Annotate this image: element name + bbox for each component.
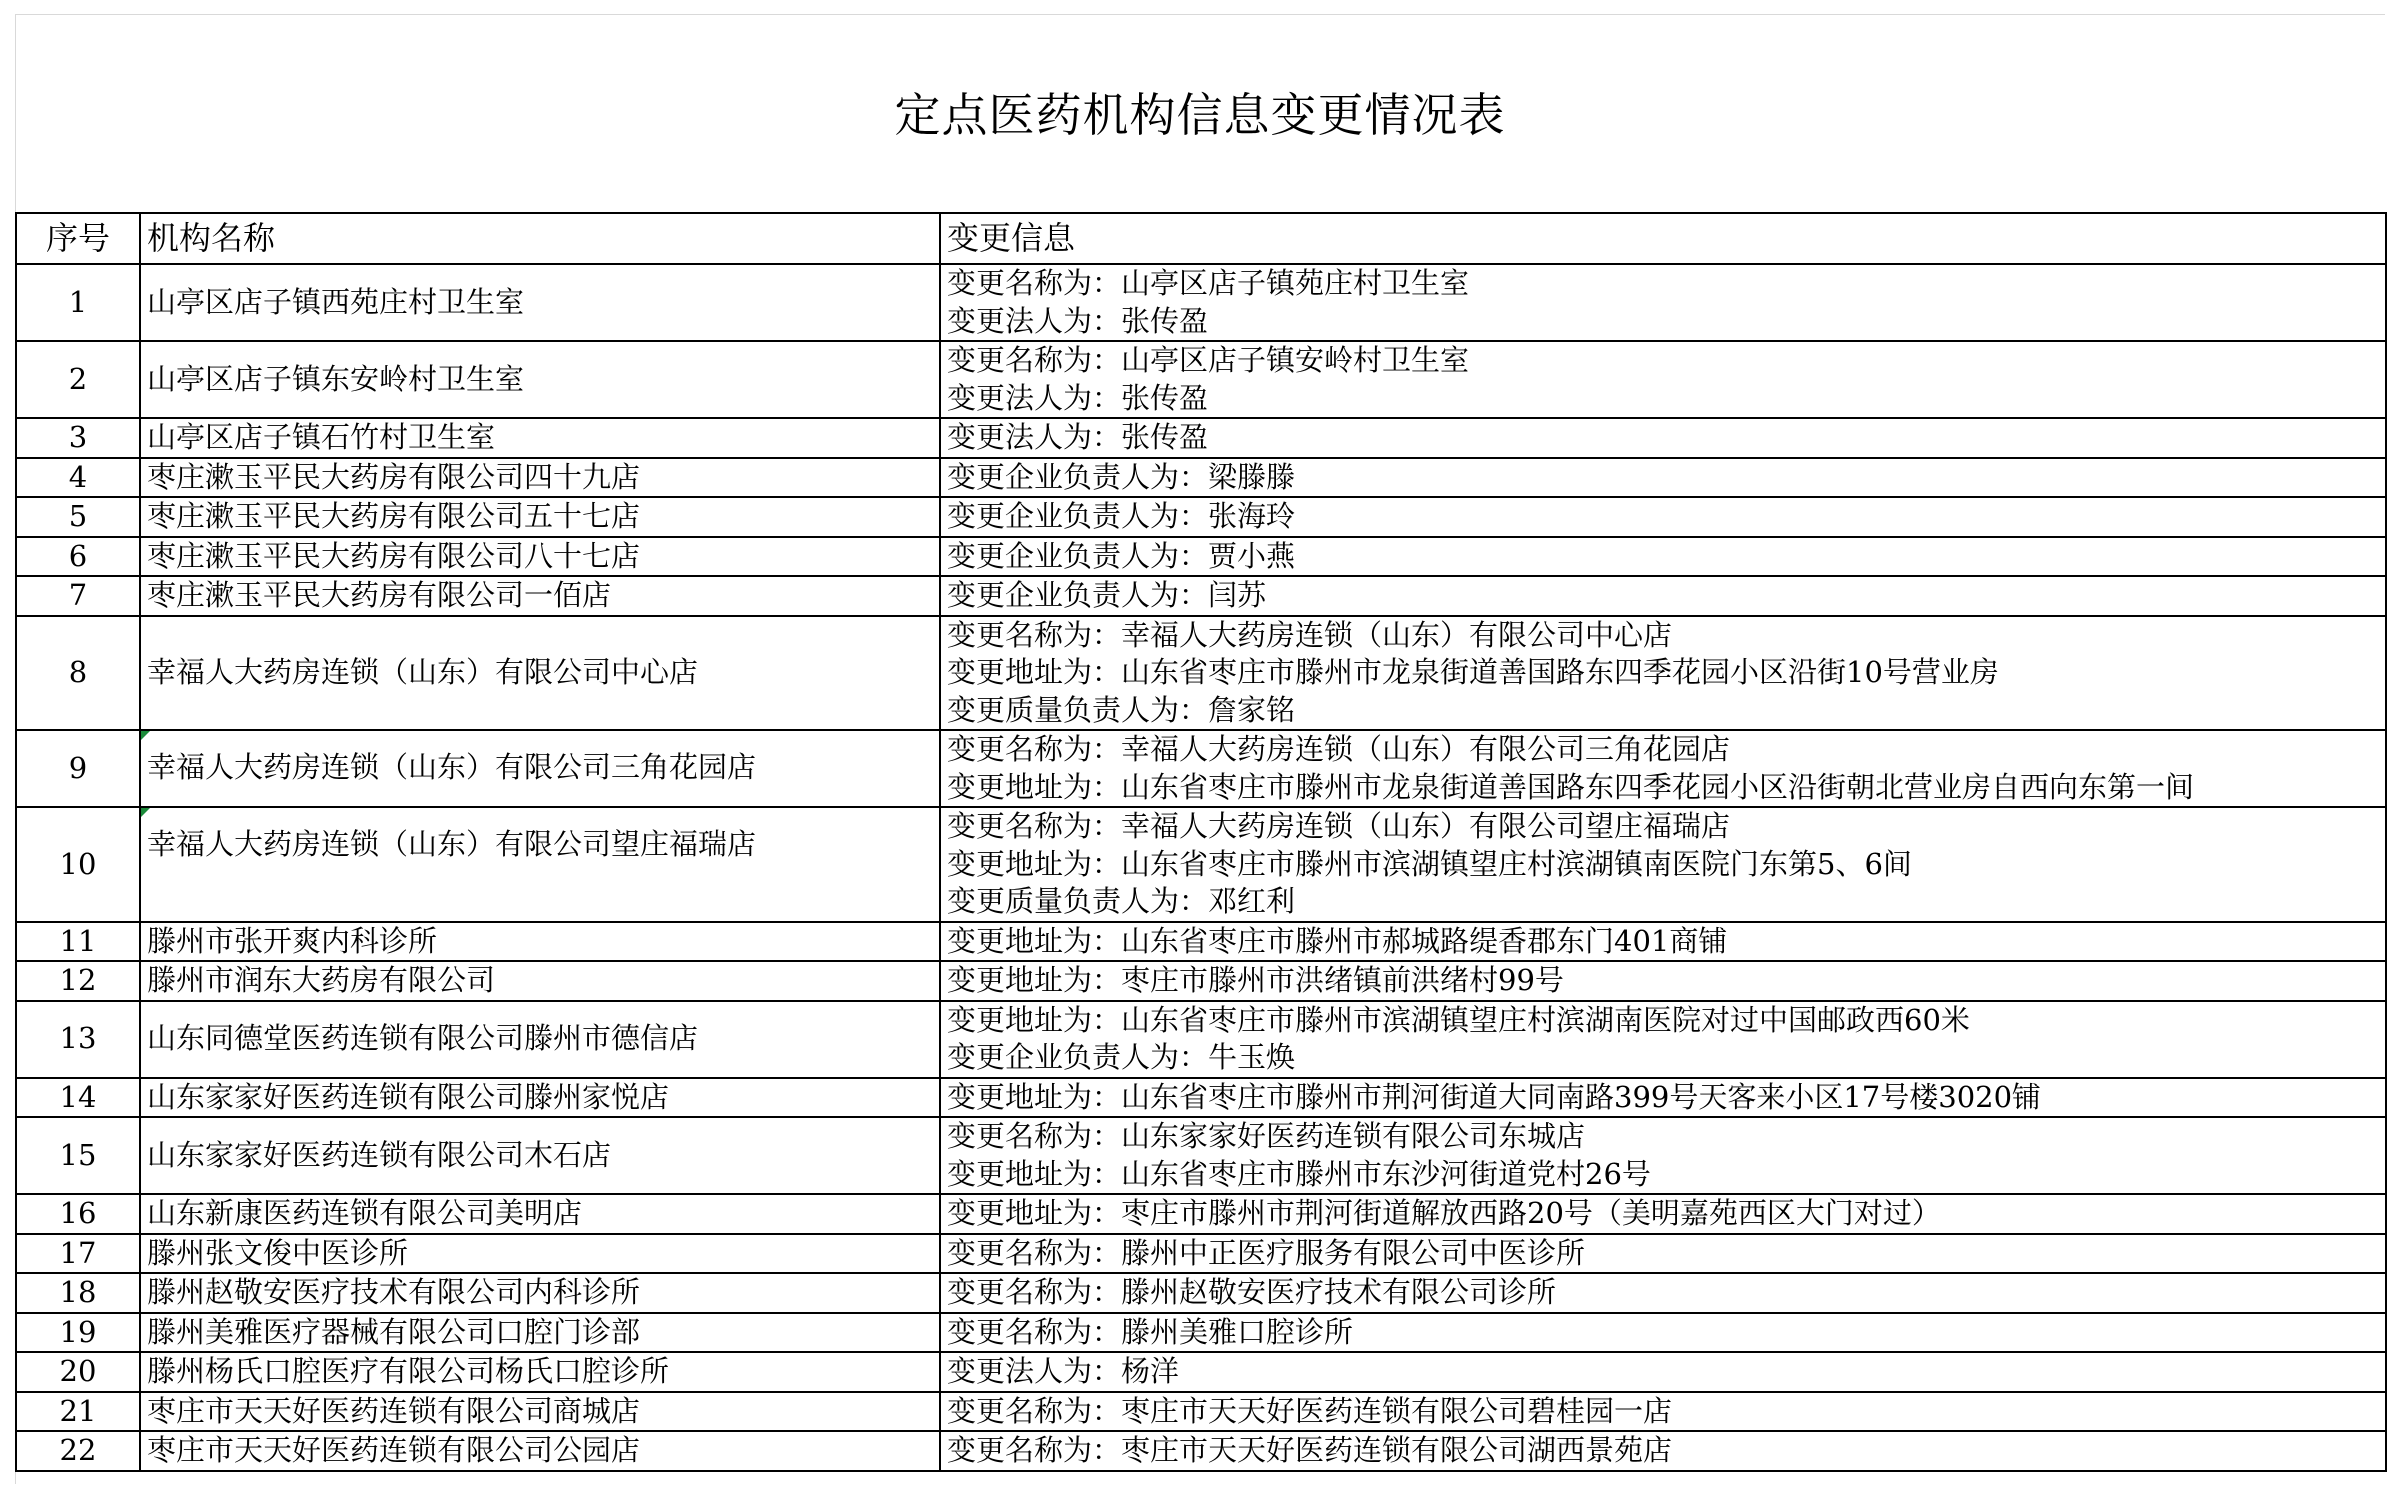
table-row	[16, 730, 2386, 807]
table-row	[16, 1234, 2386, 1274]
row-institution-name: 山亭区店子镇西苑庄村卫生室	[140, 264, 940, 341]
table-row	[16, 576, 2386, 616]
row-institution-name: 枣庄漱玉平民大药房有限公司五十七店	[140, 497, 940, 537]
change-line: 变更名称为：幸福人大药房连锁（山东）有限公司三角花园店	[947, 732, 1731, 766]
row-institution-name: 山东同德堂医药连锁有限公司滕州市德信店	[140, 1001, 940, 1078]
header-row	[16, 213, 2386, 264]
row-change-info	[940, 1117, 2386, 1194]
change-line: 变更地址为：枣庄市滕州市洪绪镇前洪绪村99号	[947, 963, 1564, 997]
row-seq: 6	[16, 537, 140, 577]
table-row	[16, 1273, 2386, 1313]
row-change-info	[940, 341, 2386, 418]
row-change-info	[940, 1313, 2386, 1353]
row-change-info	[940, 537, 2386, 577]
row-seq: 17	[16, 1234, 140, 1274]
change-line: 变更法人为：张传盈	[947, 420, 1209, 454]
row-seq: 11	[16, 922, 140, 962]
change-line: 变更质量负责人为：詹家铭	[947, 692, 1296, 727]
row-institution-name: 枣庄漱玉平民大药房有限公司一佰店	[140, 576, 940, 616]
row-change-info	[940, 616, 2386, 731]
row-change-info	[940, 1078, 2386, 1118]
change-line: 变更法人为：张传盈	[947, 303, 1209, 338]
table-row	[16, 264, 2386, 341]
row-institution-name: 滕州赵敬安医疗技术有限公司内科诊所	[140, 1273, 940, 1313]
table-row	[16, 537, 2386, 577]
row-institution-name: 山东新康医药连锁有限公司美明店	[140, 1194, 940, 1234]
header-name: 机构名称	[140, 213, 940, 264]
row-institution-name: 滕州杨氏口腔医疗有限公司杨氏口腔诊所	[140, 1352, 940, 1392]
row-change-info	[940, 1194, 2386, 1234]
row-seq: 10	[16, 807, 140, 922]
change-line: 变更地址为：枣庄市滕州市荆河街道解放西路20号（美明嘉苑西区大门对过）	[947, 1196, 1941, 1230]
table-row	[16, 497, 2386, 537]
row-seq: 2	[16, 341, 140, 418]
change-line: 变更企业负责人为：张海玲	[947, 499, 1296, 533]
change-line: 变更地址为：山东省枣庄市滕州市荆河街道大同南路399号天客来小区17号楼3020铺	[947, 1079, 2042, 1114]
row-change-info	[940, 497, 2386, 537]
change-line: 变更质量负责人为：邓红利	[947, 884, 1296, 918]
change-line: 变更名称为：幸福人大药房连锁（山东）有限公司中心店	[947, 617, 1673, 652]
table-row	[16, 1001, 2386, 1078]
header-seq: 序号	[16, 213, 140, 264]
change-line: 变更企业负责人为：贾小燕	[947, 538, 1296, 573]
row-change-info	[940, 1392, 2386, 1432]
row-institution-name: 滕州张文俊中医诊所	[140, 1234, 940, 1274]
row-change-info	[940, 1431, 2386, 1471]
row-seq: 18	[16, 1273, 140, 1313]
table-row	[16, 1431, 2386, 1471]
row-change-info	[940, 576, 2386, 616]
row-change-info	[940, 264, 2386, 341]
row-institution-name: 幸福人大药房连锁（山东）有限公司中心店	[140, 616, 940, 731]
row-institution-name: 幸福人大药房连锁（山东）有限公司望庄福瑞店	[140, 807, 940, 922]
row-change-info	[940, 1234, 2386, 1274]
row-institution-name: 枣庄漱玉平民大药房有限公司八十七店	[140, 537, 940, 577]
row-seq: 16	[16, 1194, 140, 1234]
table-row	[16, 1194, 2386, 1234]
change-line: 变更名称为：滕州中正医疗服务有限公司中医诊所	[947, 1235, 1586, 1270]
row-change-info	[940, 730, 2386, 807]
change-line: 变更企业负责人为：牛玉焕	[947, 1040, 1296, 1074]
change-line: 变更地址为：山东省枣庄市滕州市滨湖镇望庄村滨湖南医院对过中国邮政西60米	[947, 1002, 1970, 1037]
change-line: 变更名称为：幸福人大药房连锁（山东）有限公司望庄福瑞店	[947, 809, 1731, 843]
row-change-info	[940, 961, 2386, 1001]
table-row	[16, 341, 2386, 418]
page-title: 定点医药机构信息变更情况表	[894, 88, 1506, 142]
table-row	[16, 418, 2386, 458]
row-institution-name: 滕州美雅医疗器械有限公司口腔门诊部	[140, 1313, 940, 1353]
row-institution-name: 山亭区店子镇东安岭村卫生室	[140, 341, 940, 418]
table-row	[16, 616, 2386, 731]
row-institution-name: 滕州市润东大药房有限公司	[140, 961, 940, 1001]
table-row	[16, 1352, 2386, 1392]
change-line: 变更名称为：滕州美雅口腔诊所	[947, 1314, 1354, 1349]
row-institution-name: 枣庄市天天好医药连锁有限公司公园店	[140, 1431, 940, 1471]
header-change: 变更信息	[940, 213, 2386, 264]
row-seq: 12	[16, 961, 140, 1001]
row-seq: 21	[16, 1392, 140, 1432]
row-seq: 19	[16, 1313, 140, 1353]
row-institution-name: 山东家家好医药连锁有限公司木石店	[140, 1117, 940, 1194]
row-change-info	[940, 418, 2386, 458]
change-line: 变更名称为：枣庄市天天好医药连锁有限公司碧桂园一店	[947, 1393, 1673, 1428]
changes-table	[15, 212, 2387, 1472]
row-seq: 8	[16, 616, 140, 731]
change-line: 变更地址为：山东省枣庄市滕州市东沙河街道党村26号	[947, 1156, 1651, 1191]
change-line: 变更名称为：枣庄市天天好医药连锁有限公司湖西景苑店	[947, 1433, 1673, 1467]
row-institution-name: 滕州市张开爽内科诊所	[140, 922, 940, 962]
row-seq: 14	[16, 1078, 140, 1118]
row-change-info	[940, 1001, 2386, 1078]
row-change-info	[940, 1352, 2386, 1392]
change-line: 变更地址为：山东省枣庄市滕州市龙泉街道善国路东四季花园小区沿街10号营业房	[947, 655, 1999, 689]
row-seq: 13	[16, 1001, 140, 1078]
table-row	[16, 961, 2386, 1001]
row-change-info	[940, 922, 2386, 962]
row-change-info	[940, 807, 2386, 922]
table-row	[16, 1117, 2386, 1194]
change-line: 变更法人为：张传盈	[947, 380, 1209, 415]
row-institution-name: 枣庄漱玉平民大药房有限公司四十九店	[140, 458, 940, 498]
row-seq: 9	[16, 730, 140, 807]
row-seq: 3	[16, 418, 140, 458]
table-row	[16, 1313, 2386, 1353]
row-seq: 20	[16, 1352, 140, 1392]
table-body	[16, 264, 2386, 1471]
change-line: 变更地址为：山东省枣庄市滕州市郝城路缇香郡东门401商铺	[947, 923, 1728, 958]
change-line: 变更名称为：山亭区店子镇安岭村卫生室	[947, 343, 1470, 377]
change-line: 变更法人为：杨洋	[947, 1354, 1180, 1388]
change-line: 变更地址为：山东省枣庄市滕州市龙泉街道善国路东四季花园小区沿街朝北营业房自西向东第一间	[947, 769, 2195, 804]
table-row	[16, 807, 2386, 922]
row-seq: 4	[16, 458, 140, 498]
row-institution-name: 山亭区店子镇石竹村卫生室	[140, 418, 940, 458]
table-row	[16, 1392, 2386, 1432]
row-institution-name: 山东家家好医药连锁有限公司滕州家悦店	[140, 1078, 940, 1118]
change-line: 变更名称为：滕州赵敬安医疗技术有限公司诊所	[947, 1275, 1557, 1309]
row-institution-name: 枣庄市天天好医药连锁有限公司商城店	[140, 1392, 940, 1432]
row-change-info	[940, 458, 2386, 498]
change-line: 变更名称为：山东家家好医药连锁有限公司东城店	[947, 1119, 1586, 1153]
row-seq: 5	[16, 497, 140, 537]
row-seq: 7	[16, 576, 140, 616]
change-line: 变更名称为：山亭区店子镇苑庄村卫生室	[947, 266, 1470, 300]
row-institution-name: 幸福人大药房连锁（山东）有限公司三角花园店	[140, 730, 940, 807]
change-line: 变更企业负责人为：闫苏	[947, 578, 1267, 612]
table-row	[16, 1078, 2386, 1118]
table-row	[16, 922, 2386, 962]
row-change-info	[940, 1273, 2386, 1313]
row-seq: 1	[16, 264, 140, 341]
table-row	[16, 458, 2386, 498]
row-seq: 15	[16, 1117, 140, 1194]
change-line: 变更企业负责人为：梁滕滕	[947, 459, 1296, 494]
row-seq: 22	[16, 1431, 140, 1471]
change-line: 变更地址为：山东省枣庄市滕州市滨湖镇望庄村滨湖镇南医院门东第5、6间	[947, 846, 1912, 881]
